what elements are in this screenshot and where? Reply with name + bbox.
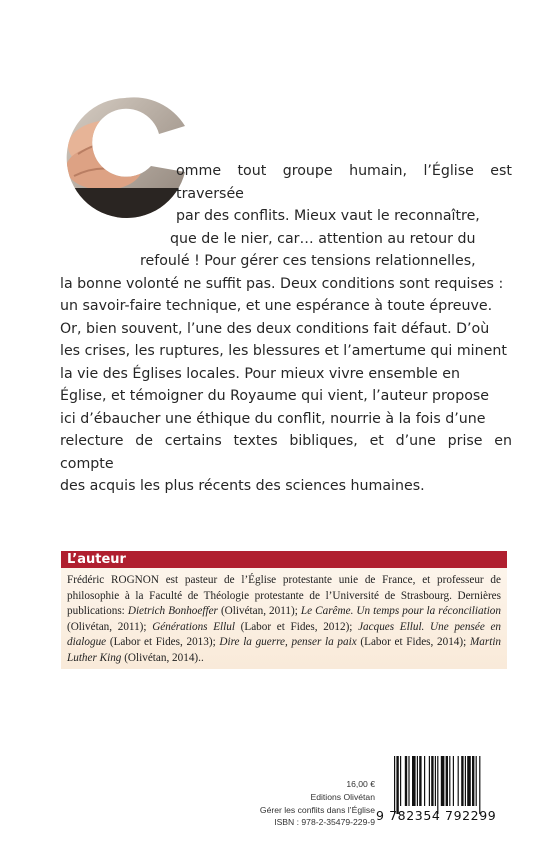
barcode-bar	[405, 756, 407, 806]
publisher: Editions Olivétan	[310, 791, 375, 802]
author-box	[61, 551, 507, 669]
barcode-bar	[424, 756, 425, 806]
barcode-bar	[396, 756, 398, 814]
barcode-bar	[441, 756, 445, 806]
barcode-bar	[419, 756, 421, 806]
book-title: Dietrich Bonhoeffer	[127, 605, 218, 618]
blurb-line: omme tout groupe humain, l’Église est traversée	[176, 163, 512, 202]
barcode-bar	[394, 756, 395, 814]
author-heading: L’auteur	[61, 551, 507, 568]
barcode-bar	[449, 756, 450, 806]
barcode-bar	[465, 756, 466, 806]
blurb-line: Or, bien souvent, l’une des deux conditions fait défaut. D’où	[60, 320, 490, 337]
author-bio: Frédéric ROGNON est pasteur de l’Église protestante unie de France, et professeur de philosophie à la Faculté de Théologie protestante de l’Université de Strasbourg. Dernières publications: Dietrich Bonhoeffer (Olivétan, 2011); Le Carême. Un temps pour la réconciliation (Olivétan, 2011); Générations Ellul (Labor et Fides, 2012); Jacques Ellul. Une pensée en dialogue (Labor et Fides, 2013); Dire la guerre, penser la paix (Labor et Fides, 2014); Martin Luther King (Olivétan, 2014)..	[67, 574, 502, 664]
blurb-line: relecture de certains textes bibliques, et d’une prise en compte	[60, 433, 512, 472]
barcode-bar	[446, 756, 448, 806]
book-title: Jacques Ellul. Une pensée en dialogue	[67, 620, 502, 649]
blurb-line: les crises, les ruptures, les blessures et l’amertume qui minent	[60, 343, 507, 359]
blurb-line: Église, et témoigner du Royaume qui vient, l’auteur propose	[60, 388, 490, 404]
barcode-bar	[437, 756, 438, 814]
imprint	[245, 778, 375, 829]
blurb-text	[60, 160, 512, 498]
barcode-bar	[472, 756, 474, 806]
barcode-bar	[453, 756, 454, 806]
barcode-bar	[458, 756, 459, 806]
blurb-line: que de le nier, car… attention au retour du	[170, 230, 476, 247]
barcode-bar	[435, 756, 436, 806]
blurb-line: par des conflits. Mieux vaut le reconnaître,	[176, 208, 480, 224]
barcode-bar	[467, 756, 471, 806]
book-title: Générations Ellul	[152, 620, 235, 633]
barcode-bar	[461, 756, 463, 806]
book-title: Martin Luther King	[67, 636, 502, 664]
book-title: Le Carême. Un temps pour la réconciliation	[300, 605, 501, 618]
book-title: Dire la guerre, penser la paix	[219, 636, 357, 649]
blurb-line: un savoir-faire technique, et une espérance à toute épreuve.	[60, 298, 493, 314]
blurb-line: des acquis les plus récents des sciences humaines.	[60, 478, 425, 494]
barcode-bar	[429, 756, 430, 806]
isbn: ISBN : 978-2-35479-229-9	[274, 817, 375, 828]
blurb-line: la bonne volonté ne suffit pas. Deux conditions sont requises :	[60, 275, 504, 292]
barcode-bar	[408, 756, 409, 806]
barcode-bar	[479, 756, 480, 814]
price: 16,00 €	[346, 779, 375, 789]
barcode-digits: 9 782354 792299	[376, 808, 497, 823]
blurb-line: refoulé ! Pour gérer ces tensions relationnelles,	[140, 253, 476, 269]
barcode-bar	[476, 756, 477, 806]
barcode-bar	[412, 756, 416, 806]
barcode-bar	[431, 756, 433, 806]
blurb-line: ici d’ébaucher une éthique du conflit, nourrie à la fois d’une	[60, 410, 486, 427]
book-title-line: Gérer les conflits dans l’Église	[259, 804, 375, 815]
barcode-bar	[417, 756, 418, 806]
barcode-bar	[400, 756, 401, 806]
blurb-line: la vie des Églises locales. Pour mieux vivre ensemble en	[60, 365, 460, 382]
